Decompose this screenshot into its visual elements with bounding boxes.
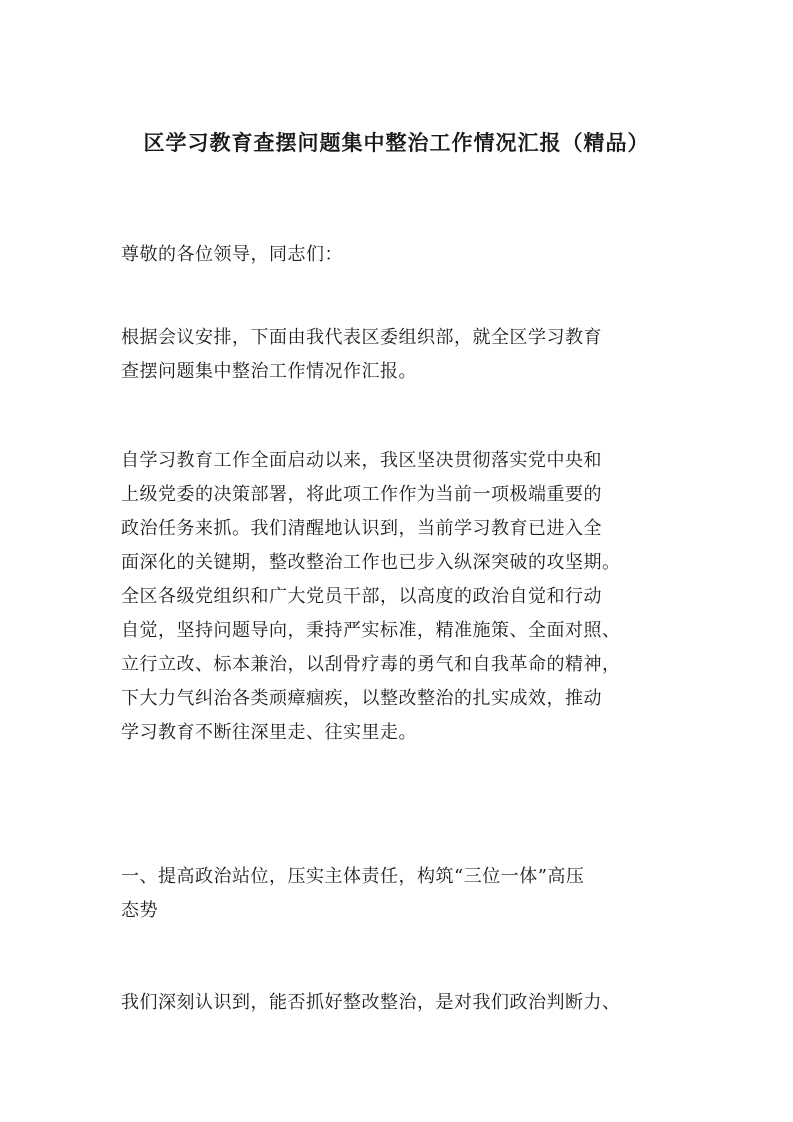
heading-line: 态势 xyxy=(121,900,158,921)
text-line: 自学习教育工作全面启动以来，我区坚决贯彻落实党中央和 xyxy=(121,450,602,471)
text-line: 根据会议安排，下面由我代表区委组织部，就全区学习教育 xyxy=(121,327,602,348)
text-line: 我们深刻认识到，能否抓好整改整治，是对我们政治判断力、 xyxy=(121,992,621,1013)
heading-line: 一、提高政治站位，压实主体责任，构筑“三位一体”高压 xyxy=(121,866,585,887)
main-paragraph xyxy=(121,444,681,750)
text-line: 尊敬的各位领导，同志们： xyxy=(121,244,343,265)
document-title: 区学习教育查摆问题集中整治工作情况汇报（精品） xyxy=(143,130,650,155)
section-heading-1 xyxy=(121,860,681,928)
intro-paragraph xyxy=(121,321,681,389)
text-line: 查摆问题集中整治工作情况作汇报。 xyxy=(121,361,417,382)
text-line: 自觉，坚持问题导向，秉持严实标准，精准施策、全面对照、 xyxy=(121,620,621,641)
text-line: 政治任务来抓。我们清醒地认识到，当前学习教育已进入全 xyxy=(121,518,602,539)
text-line: 面深化的关键期，整改整治工作也已步入纵深突破的攻坚期。 xyxy=(121,552,621,573)
section-1-paragraph xyxy=(121,986,681,1020)
text-line: 立行立改、标本兼治，以刮骨疗毒的勇气和自我革命的精神， xyxy=(121,654,621,675)
text-line: 全区各级党组织和广大党员干部，以高度的政治自觉和行动 xyxy=(121,586,602,607)
text-line: 上级党委的决策部署，将此项工作作为当前一项极端重要的 xyxy=(121,484,602,505)
text-line: 下大力气纠治各类顽瘴痼疾，以整改整治的扎实成效，推动 xyxy=(121,688,602,709)
text-line: 学习教育不断往深里走、往实里走。 xyxy=(121,722,417,743)
greeting-paragraph xyxy=(121,238,681,272)
